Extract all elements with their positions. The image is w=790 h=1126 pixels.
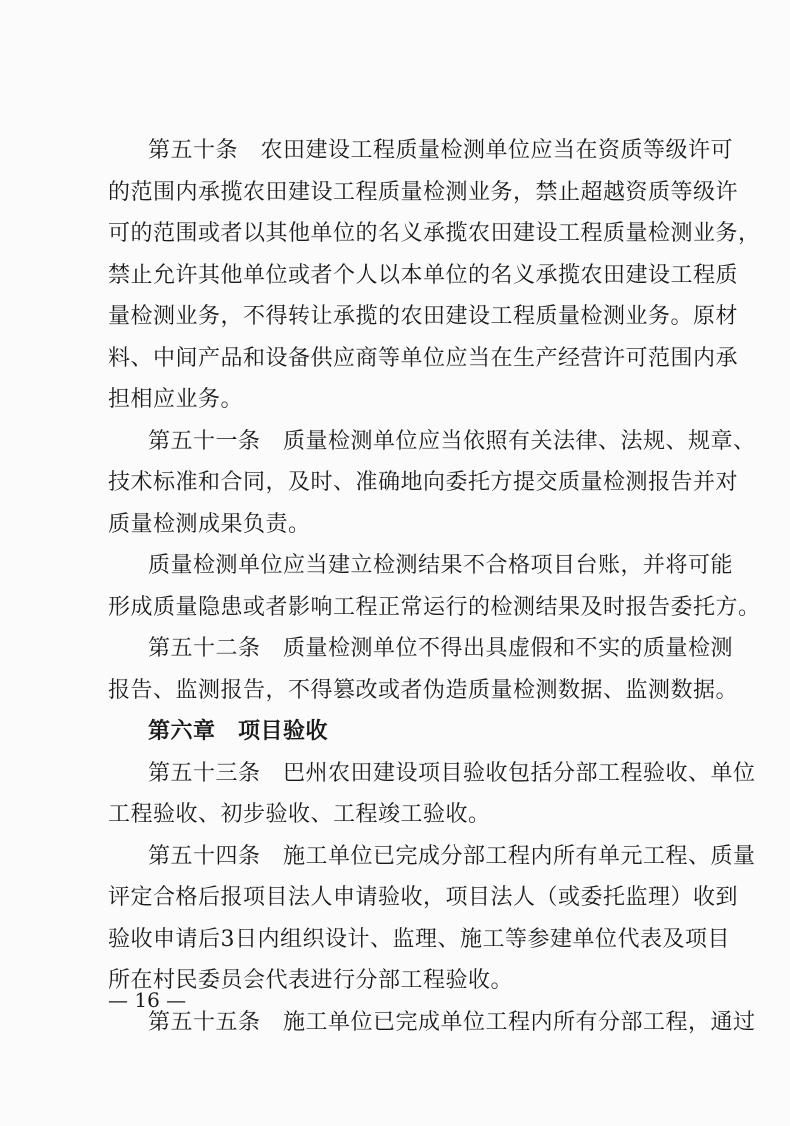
article-54-line-3: 验收申请后3日内组织设计、监理、施工等参建单位代表及项目 xyxy=(108,926,730,952)
chapter-heading: 第六章 项目验收 xyxy=(148,719,329,744)
article-50-line-6: 料、中间产品和设备供应商等单位应当在生产经营许可范围内承 xyxy=(108,345,739,371)
article-55-line-1: 第五十五条 施工单位已完成单位工程内所有分部工程，通过 xyxy=(148,1009,756,1035)
article-53-line-2: 工程验收、初步验收、工程竣工验收。 xyxy=(108,802,491,827)
article-52-line-2: 报告、监测报告，不得篡改或者伪造质量检测数据、监测数据。 xyxy=(108,677,739,703)
article-51-line-3: 质量检测成果负责。 xyxy=(108,511,311,537)
article-50-line-2: 的范围内承揽农田建设工程质量检测业务，禁止超越资质等级许 xyxy=(108,179,739,205)
page-number: — 16 — xyxy=(108,988,187,1012)
article-50-line-3: 可的范围或者以其他单位的名义承揽农田建设工程质量检测业务， xyxy=(108,221,761,246)
article-54-line-1: 第五十四条 施工单位已完成分部工程内所有单元工程、质量 xyxy=(148,843,756,869)
article-50-line-7: 担相应业务。 xyxy=(108,387,244,412)
article-50-line-5: 量检测业务，不得转让承揽的农田建设工程质量检测业务。原材 xyxy=(108,304,739,329)
article-50-line-1: 第五十条 农田建设工程质量检测单位应当在资质等级许可 xyxy=(148,138,734,163)
article-51-line-2: 技术标准和合同，及时、准确地向委托方提交质量检测报告并对 xyxy=(108,470,739,495)
article-51-line-1: 第五十一条 质量检测单位应当依照有关法律、法规、规章、 xyxy=(148,428,756,454)
article-54-line-2: 评定合格后报项目法人申请验收，项目法人（或委托监理）收到 xyxy=(108,885,739,910)
article-53-line-1: 第五十三条 巴州农田建设项目验收包括分部工程验收、单位 xyxy=(148,760,756,786)
article-51-para2-line-1: 质量检测单位应当建立检测结果不合格项目台账，并将可能 xyxy=(148,553,734,578)
article-52-line-1: 第五十二条 质量检测单位不得出具虚假和不实的质量检测 xyxy=(148,636,734,661)
article-51-para2-line-2: 形成质量隐患或者影响工程正常运行的检测结果及时报告委托方。 xyxy=(108,594,761,620)
article-50-line-4: 禁止允许其他单位或者个人以本单位的名义承揽农田建设工程质 xyxy=(108,262,739,288)
body-text xyxy=(108,130,761,1043)
article-54-line-4: 所在村民委员会代表进行分部工程验收。 xyxy=(108,968,514,993)
